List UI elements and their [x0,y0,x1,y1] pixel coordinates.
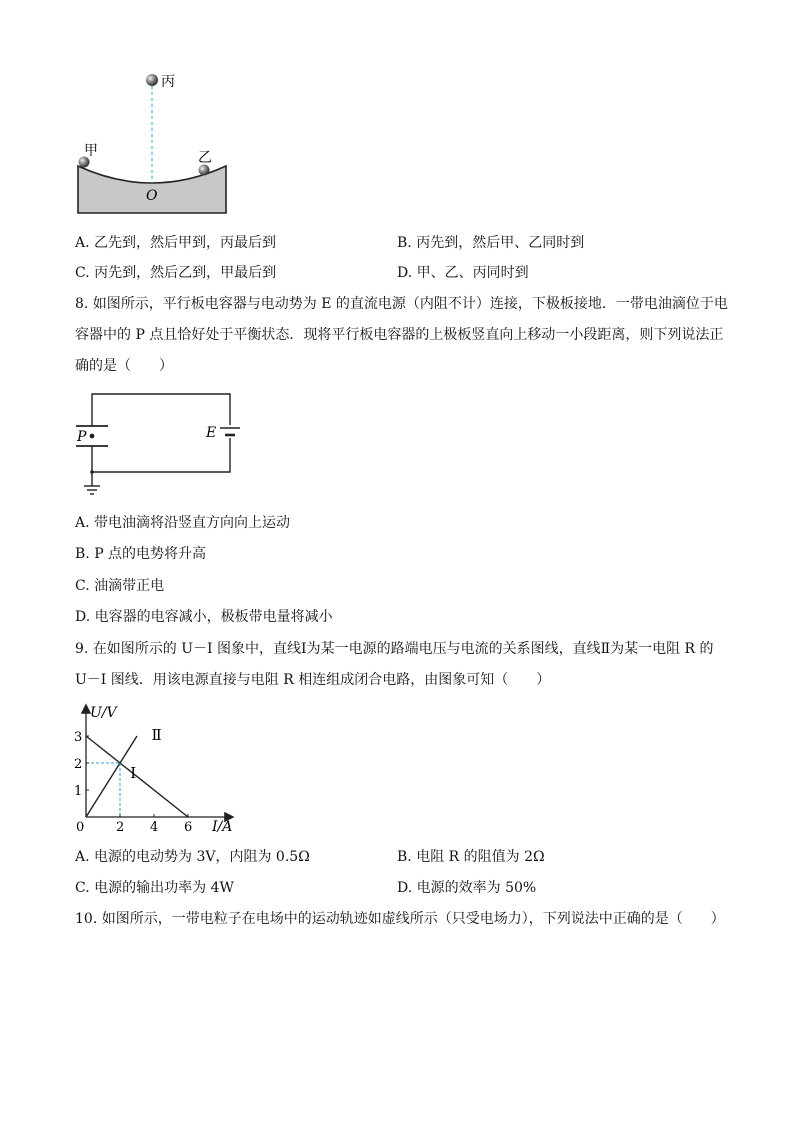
q7-option-c[interactable]: C. 丙先到，然后乙到，甲最后到 [75,265,277,281]
label-bing: 丙 [161,74,175,90]
point-p-dot [90,434,95,439]
q9-option-c[interactable]: C. 电源的输出功率为 4W [75,880,234,896]
x-tick-label-2: 2 [116,820,125,835]
label-p: P [77,429,87,445]
y-tick-label-1: 1 [74,784,83,799]
y-tick-label-3: 3 [74,730,83,745]
figure-q8-circuit [70,388,250,500]
ball-bing [146,74,158,86]
q8-stem-line3: 确的是（ ） [75,358,173,374]
q7-option-a[interactable]: A. 乙先到，然后甲到，丙最后到 [75,235,277,251]
label-yi: 乙 [198,150,212,166]
circuit-wire-top [92,394,230,426]
label-o: O [146,188,158,204]
series-label-1: Ⅰ [130,763,137,782]
q8-stem-line2: 容器中的 P 点且恰好处于平衡状态．现将平行板电容器的上极板竖直向上移动一小段距离，则下列说法正 [75,327,724,343]
figure-q9-ui-graph [70,700,240,838]
q8-option-a[interactable]: A. 带电油滴将沿竖直方向向上运动 [75,515,291,531]
q9-stem-line1: 9. 在如图所示的 U－I 图象中，直线Ⅰ为某一电源的路端电压与电流的关系图线，直线Ⅱ为某一电阻 R 的 [75,641,714,657]
q10-stem-line1: 10. 如图所示，一带电粒子在电场中的运动轨迹如虚线所示（只受电场力），下列说法中正确的是（ ） [75,911,725,927]
series-label-2: Ⅱ [151,726,162,745]
y-axis-label: U/V [90,705,117,721]
q8-option-c[interactable]: C. 油滴带正电 [75,578,165,594]
label-e: E [206,425,217,441]
junction-dot [90,470,94,474]
x-axis-label: I/A [212,819,233,835]
figure-q7-bowl [60,66,260,218]
q8-option-d[interactable]: D. 电容器的电容减小，极板带电量将减小 [75,609,333,625]
label-jia: 甲 [84,143,98,159]
series-line-1 [86,736,188,817]
y-tick-label-2: 2 [74,757,83,772]
q8-option-b[interactable]: B. P 点的电势将升高 [75,546,207,562]
q7-option-b[interactable]: B. 丙先到，然后甲、乙同时到 [397,235,585,251]
x-tick-label-0: 0 [76,820,85,835]
ball-yi [199,165,210,176]
q9-stem-line2: U－I 图线．用该电源直接与电阻 R 相连组成闭合电路，由图象可知（ ） [75,672,551,688]
q9-option-a[interactable]: A. 电源的电动势为 3V，内阻为 0.5Ω [75,849,310,865]
q7-option-d[interactable]: D. 甲、乙、丙同时到 [397,265,529,281]
x-tick-label-6: 6 [184,820,193,835]
circuit-wire-bottom [92,438,230,472]
q8-stem-line1: 8. 如图所示，平行板电容器与电动势为 E 的直流电源（内阻不计）连接，下极板接地．一带电油滴位于电 [75,296,728,312]
q9-option-b[interactable]: B. 电阻 R 的阻值为 2Ω [397,849,545,865]
q9-option-d[interactable]: D. 电源的效率为 50% [397,880,537,896]
x-tick-label-4: 4 [150,820,159,835]
